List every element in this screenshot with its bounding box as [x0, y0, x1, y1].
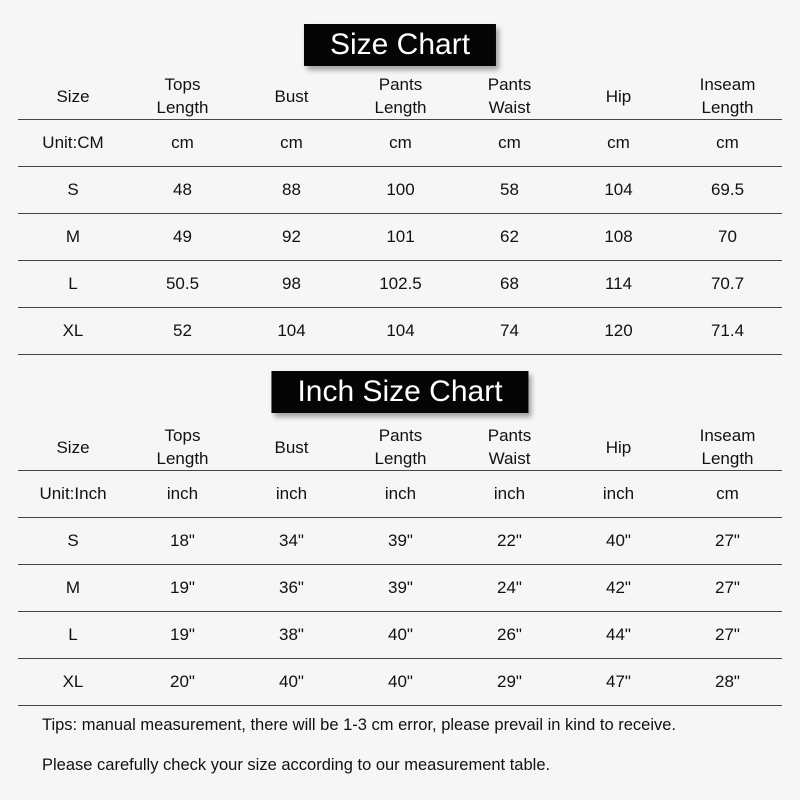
measurement-cell: inch — [237, 471, 346, 518]
check-size-note: Please carefully check your size according to our measurement table. — [42, 756, 551, 774]
column-header — [346, 73, 455, 120]
column-header — [673, 73, 782, 120]
measurement-cell: 24" — [455, 565, 564, 612]
column-header-line: Tops — [164, 75, 201, 94]
measurement-cell: 102.5 — [346, 261, 455, 308]
size-label-cell: Unit:Inch — [18, 471, 128, 518]
column-header — [237, 424, 346, 471]
measurement-cell: 40" — [564, 518, 673, 565]
header-row — [18, 73, 782, 120]
measurement-cell: cm — [128, 120, 237, 167]
measurement-cell: 27" — [673, 565, 782, 612]
column-header-line: Waist — [488, 449, 531, 468]
column-header-line: Inseam — [699, 75, 756, 94]
column-header-line: Waist — [488, 98, 531, 117]
measurement-cell: 98 — [237, 261, 346, 308]
measurement-cell: 70.7 — [673, 261, 782, 308]
column-header-line: Length — [374, 98, 427, 117]
column-header-line: Pants — [487, 75, 532, 94]
measurement-cell: cm — [564, 120, 673, 167]
size-label-cell: S — [18, 167, 128, 214]
size-label-cell: L — [18, 612, 128, 659]
column-header-line: Bust — [274, 86, 309, 106]
measurement-cell: 20" — [128, 659, 237, 706]
size-label-cell: XL — [18, 659, 128, 706]
measurement-cell: 48 — [128, 167, 237, 214]
measurement-cell: 18" — [128, 518, 237, 565]
column-header-line: Inseam — [699, 426, 756, 445]
measurement-cell: 88 — [237, 167, 346, 214]
table-row — [18, 612, 782, 659]
measurement-cell: 69.5 — [673, 167, 782, 214]
measurement-cell: cm — [237, 120, 346, 167]
column-header-line: Pants — [378, 75, 423, 94]
column-header-line: Bust — [274, 437, 309, 457]
column-header — [128, 73, 237, 120]
measurement-cell: 27" — [673, 518, 782, 565]
measurement-cell: 28" — [673, 659, 782, 706]
size-label-cell: S — [18, 518, 128, 565]
measurement-cell: 52 — [128, 308, 237, 355]
column-header-line: Length — [156, 98, 209, 117]
size-label-cell: XL — [18, 308, 128, 355]
measurement-cell: cm — [673, 471, 782, 518]
measurement-cell: 26" — [455, 612, 564, 659]
measurement-cell: inch — [564, 471, 673, 518]
size-label-cell: Unit:CM — [18, 120, 128, 167]
measurement-cell: inch — [455, 471, 564, 518]
column-header-line: Hip — [605, 86, 632, 106]
measurement-cell: 71.4 — [673, 308, 782, 355]
table-row — [18, 565, 782, 612]
measurement-cell: inch — [128, 471, 237, 518]
column-header-line: Pants — [378, 426, 423, 445]
measurement-cell: 74 — [455, 308, 564, 355]
measurement-cell: 19" — [128, 612, 237, 659]
size-label-cell: L — [18, 261, 128, 308]
column-header — [673, 424, 782, 471]
header-row — [18, 424, 782, 471]
table-row — [18, 167, 782, 214]
measurement-cell: 44" — [564, 612, 673, 659]
column-header — [455, 73, 564, 120]
column-header-line: Hip — [605, 437, 632, 457]
column-header — [564, 424, 673, 471]
column-header-line: Size — [56, 86, 90, 106]
column-header — [564, 73, 673, 120]
measurement-cell: cm — [673, 120, 782, 167]
table-row — [18, 518, 782, 565]
size-label-cell: M — [18, 214, 128, 261]
measurement-cell: cm — [455, 120, 564, 167]
table-row — [18, 214, 782, 261]
measurement-cell: 104 — [346, 308, 455, 355]
column-header-line: Length — [156, 449, 209, 468]
measurement-cell: inch — [346, 471, 455, 518]
measurement-cell: 101 — [346, 214, 455, 261]
measurement-cell: 104 — [237, 308, 346, 355]
measurement-cell: 38" — [237, 612, 346, 659]
cm-size-table — [18, 73, 782, 355]
table-row — [18, 261, 782, 308]
measurement-cell: 68 — [455, 261, 564, 308]
table-row — [18, 659, 782, 706]
measurement-cell: 120 — [564, 308, 673, 355]
cm-chart-title: Size Chart — [304, 24, 496, 66]
column-header-line: Size — [56, 437, 90, 457]
measurement-cell: 114 — [564, 261, 673, 308]
tips-text: Tips: manual measurement, there will be 1-3 cm error, please prevail in kind to receive. — [42, 716, 677, 734]
measurement-cell: 92 — [237, 214, 346, 261]
inch-size-table — [18, 424, 782, 706]
column-header-line: Pants — [487, 426, 532, 445]
measurement-cell: 40" — [346, 612, 455, 659]
measurement-cell: 40" — [237, 659, 346, 706]
measurement-cell: 27" — [673, 612, 782, 659]
table-row — [18, 471, 782, 518]
column-header — [455, 424, 564, 471]
measurement-cell: 40" — [346, 659, 455, 706]
measurement-cell: 42" — [564, 565, 673, 612]
measurement-cell: 39" — [346, 518, 455, 565]
column-header-line: Length — [374, 449, 427, 468]
table-row — [18, 120, 782, 167]
measurement-cell: 39" — [346, 565, 455, 612]
measurement-cell: 70 — [673, 214, 782, 261]
measurement-cell: cm — [346, 120, 455, 167]
column-header — [237, 73, 346, 120]
measurement-cell: 19" — [128, 565, 237, 612]
measurement-cell: 108 — [564, 214, 673, 261]
column-header-line: Length — [701, 98, 754, 117]
measurement-cell: 104 — [564, 167, 673, 214]
measurement-cell: 47" — [564, 659, 673, 706]
measurement-cell: 34" — [237, 518, 346, 565]
column-header-line: Length — [701, 449, 754, 468]
table-row — [18, 308, 782, 355]
measurement-cell: 50.5 — [128, 261, 237, 308]
measurement-cell: 29" — [455, 659, 564, 706]
measurement-cell: 49 — [128, 214, 237, 261]
measurement-cell: 58 — [455, 167, 564, 214]
inch-chart-title: Inch Size Chart — [271, 371, 528, 413]
measurement-cell: 22" — [455, 518, 564, 565]
measurement-cell: 62 — [455, 214, 564, 261]
measurement-cell: 36" — [237, 565, 346, 612]
column-header — [346, 424, 455, 471]
column-header — [18, 424, 128, 471]
measurement-cell: 100 — [346, 167, 455, 214]
size-label-cell: M — [18, 565, 128, 612]
column-header — [18, 73, 128, 120]
column-header — [128, 424, 237, 471]
column-header-line: Tops — [164, 426, 201, 445]
